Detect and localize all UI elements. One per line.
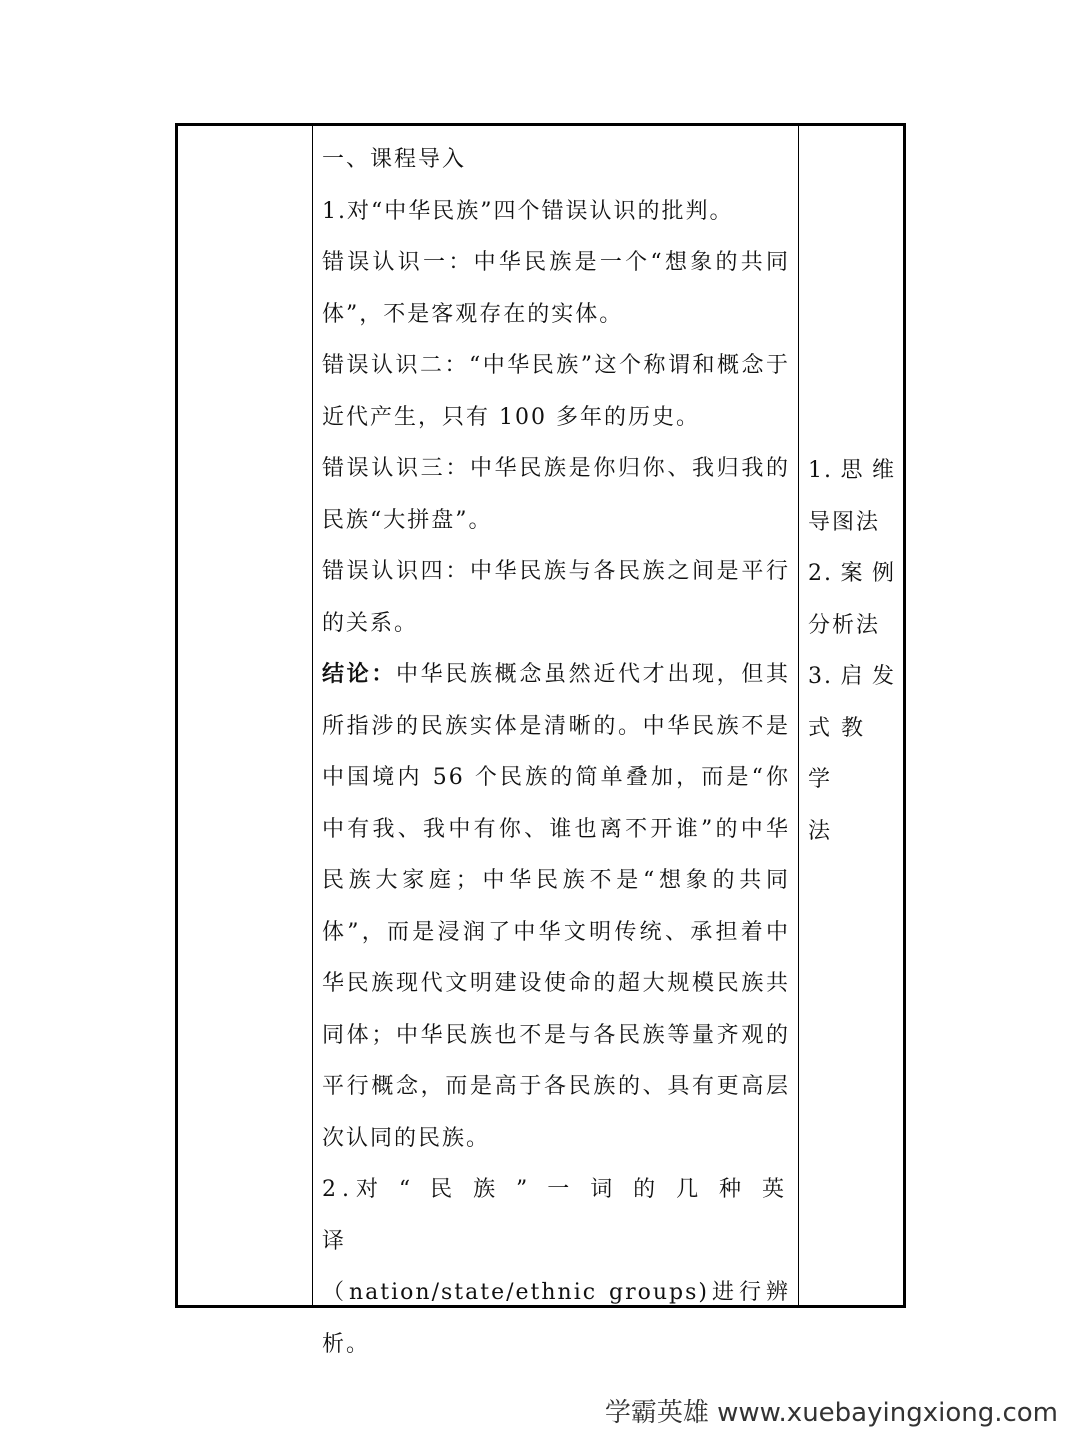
error-1: 错误认识一：中华民族是一个“想象的共同体”，不是客观存在的实体。 — [322, 250, 790, 327]
conclusion-text: 中华民族概念虽然近代才出现，但其所指涉的民族实体是清晰的。中华民族不是中国境内 56 个民族的简单叠加，而是“你中有我、我中有你、谁也离不开谁”的中华民族大家庭；中华民族不是“想象的共同体”，而是浸润了中华文明传统、承担着中华民族现代文明建设使命的超大规模民族共同体；中华民族也不是与各民族等量齐观的平行概念，而是高于各民族的、具有更高层次认同的民族。 — [322, 662, 790, 1151]
content-column — [322, 134, 790, 1370]
method-3-line-1: 3. 启 发 — [808, 664, 896, 689]
method-1-line-1: 1. 思 维 — [808, 458, 896, 483]
method-2-line-1: 2. 案 例 — [808, 561, 896, 586]
column-divider-1 — [312, 126, 313, 1305]
conclusion — [322, 649, 790, 1164]
method-2-line-2: 分析法 — [808, 612, 881, 638]
item-1-title: 1.对“中华民族”四个错误认识的批判。 — [322, 198, 734, 224]
error-3: 错误认识三：中华民族是你归你、我归我的民族“大拼盘”。 — [322, 456, 790, 533]
error-2: 错误认识二：“中华民族”这个称谓和概念于近代产生，只有 100 多年的历史。 — [322, 353, 790, 430]
method-3-line-2: 式 教 学 — [808, 715, 865, 792]
error-4: 错误认识四：中华民族与各民族之间是平行的关系。 — [322, 559, 790, 636]
column-divider-2 — [798, 126, 799, 1305]
method-3-line-3: 法 — [808, 818, 833, 844]
watermark: 学霸英雄 www.xuebayingxiong.com — [604, 1398, 1058, 1428]
section-heading: 一、课程导入 — [322, 147, 467, 172]
method-1-line-2: 导图法 — [808, 509, 881, 535]
method-column — [808, 445, 896, 857]
item-2-line-1: 2.对 “ 民 族 ” 一 词 的 几 种 英 译 — [322, 1177, 790, 1254]
lesson-table — [175, 123, 906, 1357]
item-2-line-2: （nation/state/ethnic groups)进行辨析。 — [322, 1280, 790, 1357]
conclusion-label: 结论： — [322, 662, 396, 687]
